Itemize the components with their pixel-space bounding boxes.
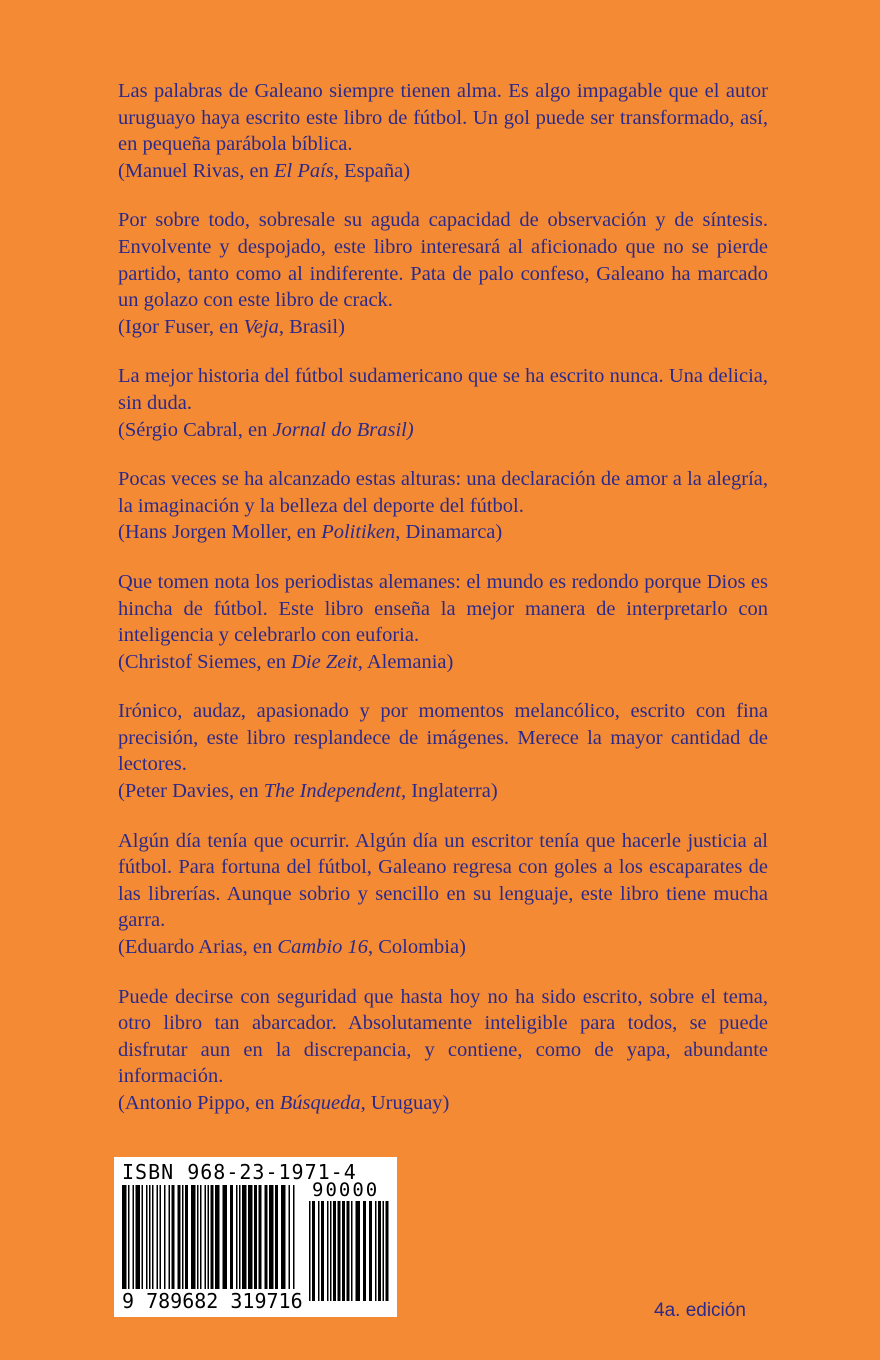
review-text: Las palabras de Galeano siempre tienen alma. Es algo impagable que el autor uruguayo haya escrito este libro de fútbol. Un gol puede ser transformado, así, en pequeña parábola bíblica. [118,80,768,156]
review-1 [118,78,768,184]
review-source: (Sérgio Cabral, en Jornal do Brasil) [118,418,414,441]
review-6 [118,698,768,804]
barcode-bar [321,1201,324,1301]
reviews-column [118,78,768,1140]
edition-label: 4a. edición [654,1300,746,1321]
isbn-label: ISBN 968-23-1971-4 [122,1160,357,1184]
review-source: (Igor Fuser, en Veja, Brasil) [118,315,345,338]
review-source: (Peter Davies, en The Independent, Inglaterra) [118,780,498,803]
barcode-addon-number: 90000 [312,1179,380,1201]
review-text: Por sobre todo, sobresale su aguda capacidad de observación y de síntesis. Envolvente y despojado, este libro interesará al aficionado que no se pierde partido, tanto como al indiferente. Pata de palo confeso, Galeano ha marcado un golazo con este libro de crack. [118,209,768,312]
barcode-bar [378,1201,381,1301]
barcode-bar [386,1201,389,1301]
publication-name: Cambio 16 [277,936,368,959]
review-3 [118,363,768,443]
publication-name: Búsqueda [279,1092,361,1114]
publication-name: Veja [243,315,279,338]
barcode-bar [327,1201,329,1301]
barcode-bar [363,1201,366,1301]
barcode-bar [333,1201,336,1301]
barcode-bar [342,1201,345,1301]
barcode-bar [351,1201,353,1301]
publication-name: The Independent [263,780,401,803]
barcode-bar [312,1201,315,1301]
review-source: (Eduardo Arias, en Cambio 16, Colombia) [118,936,466,959]
publication-name: Jornal do Brasil) [272,418,414,441]
publication-name: El País [274,159,334,182]
barcode-bar [347,1201,350,1301]
barcode-addon-bars-icon [309,1201,391,1301]
barcode-bar [383,1201,385,1301]
review-text: Puede decirse con seguridad que hasta hoy no ha sido escrito, sobre el tema, otro libro tan abarcador. Absolutamente inteligible para todos, se puede disfrutar aun en la discrepancia, y contiene, como de yapa, abundante información. [118,985,768,1088]
review-text: Que tomen nota los periodistas alemanes: el mundo es redondo porque Dios es hincha de fútbol. Este libro enseña la mejor manera de interpretarlo con inteligencia y celebrarlo con euforia. [118,570,768,647]
review-source: (Manuel Rivas, en El País, España) [118,159,411,182]
barcode-ean-number: 9 789682 319716 [122,1289,303,1313]
review-text: Pocas veces se ha alcanzado estas alturas: una declaración de amor a la alegría, la imaginación y la belleza del deporte del fútbol. [118,468,768,517]
review-text: La mejor historia del fútbol sudamericano que se ha escrito nunca. Una delicia, sin duda. [118,365,768,414]
review-source: (Antonio Pippo, en Búsqueda, Uruguay) [118,1092,450,1114]
review-4 [118,466,768,546]
barcode-bar [330,1201,332,1301]
review-7 [118,828,768,961]
publication-name: Politiken [321,521,396,544]
review-source: (Hans Jorgen Moller, en Politiken, Dinamarca) [118,521,503,544]
review-text: Irónico, audaz, apasionado y por momentos melancólico, escrito con fina precisión, este libro resplandece de imágenes. Merece la mayor cantidad de lectores. [118,700,768,776]
barcode-bar [309,1201,311,1301]
review-2 [118,207,768,340]
review-5 [118,569,768,675]
review-source: (Christof Siemes, en Die Zeit, Alemania) [118,650,454,673]
barcode-bar [318,1201,320,1301]
review-8 [118,984,768,1117]
publication-name: Die Zeit [291,650,358,673]
barcode-bar [338,1201,341,1301]
isbn-barcode [114,1157,397,1317]
barcode-bar [375,1201,377,1301]
barcode-bar [369,1201,372,1301]
barcode-bar [356,1201,361,1301]
review-text: Algún día tenía que ocurrir. Algún día un escritor tenía que hacerle justicia al fútbol. Para fortuna del fútbol, Galeano regresa con goles a los escaparates de las librerías. Aunque sobrio y sencillo en su lenguaje, este libro tiene mucha garra. [118,829,768,932]
